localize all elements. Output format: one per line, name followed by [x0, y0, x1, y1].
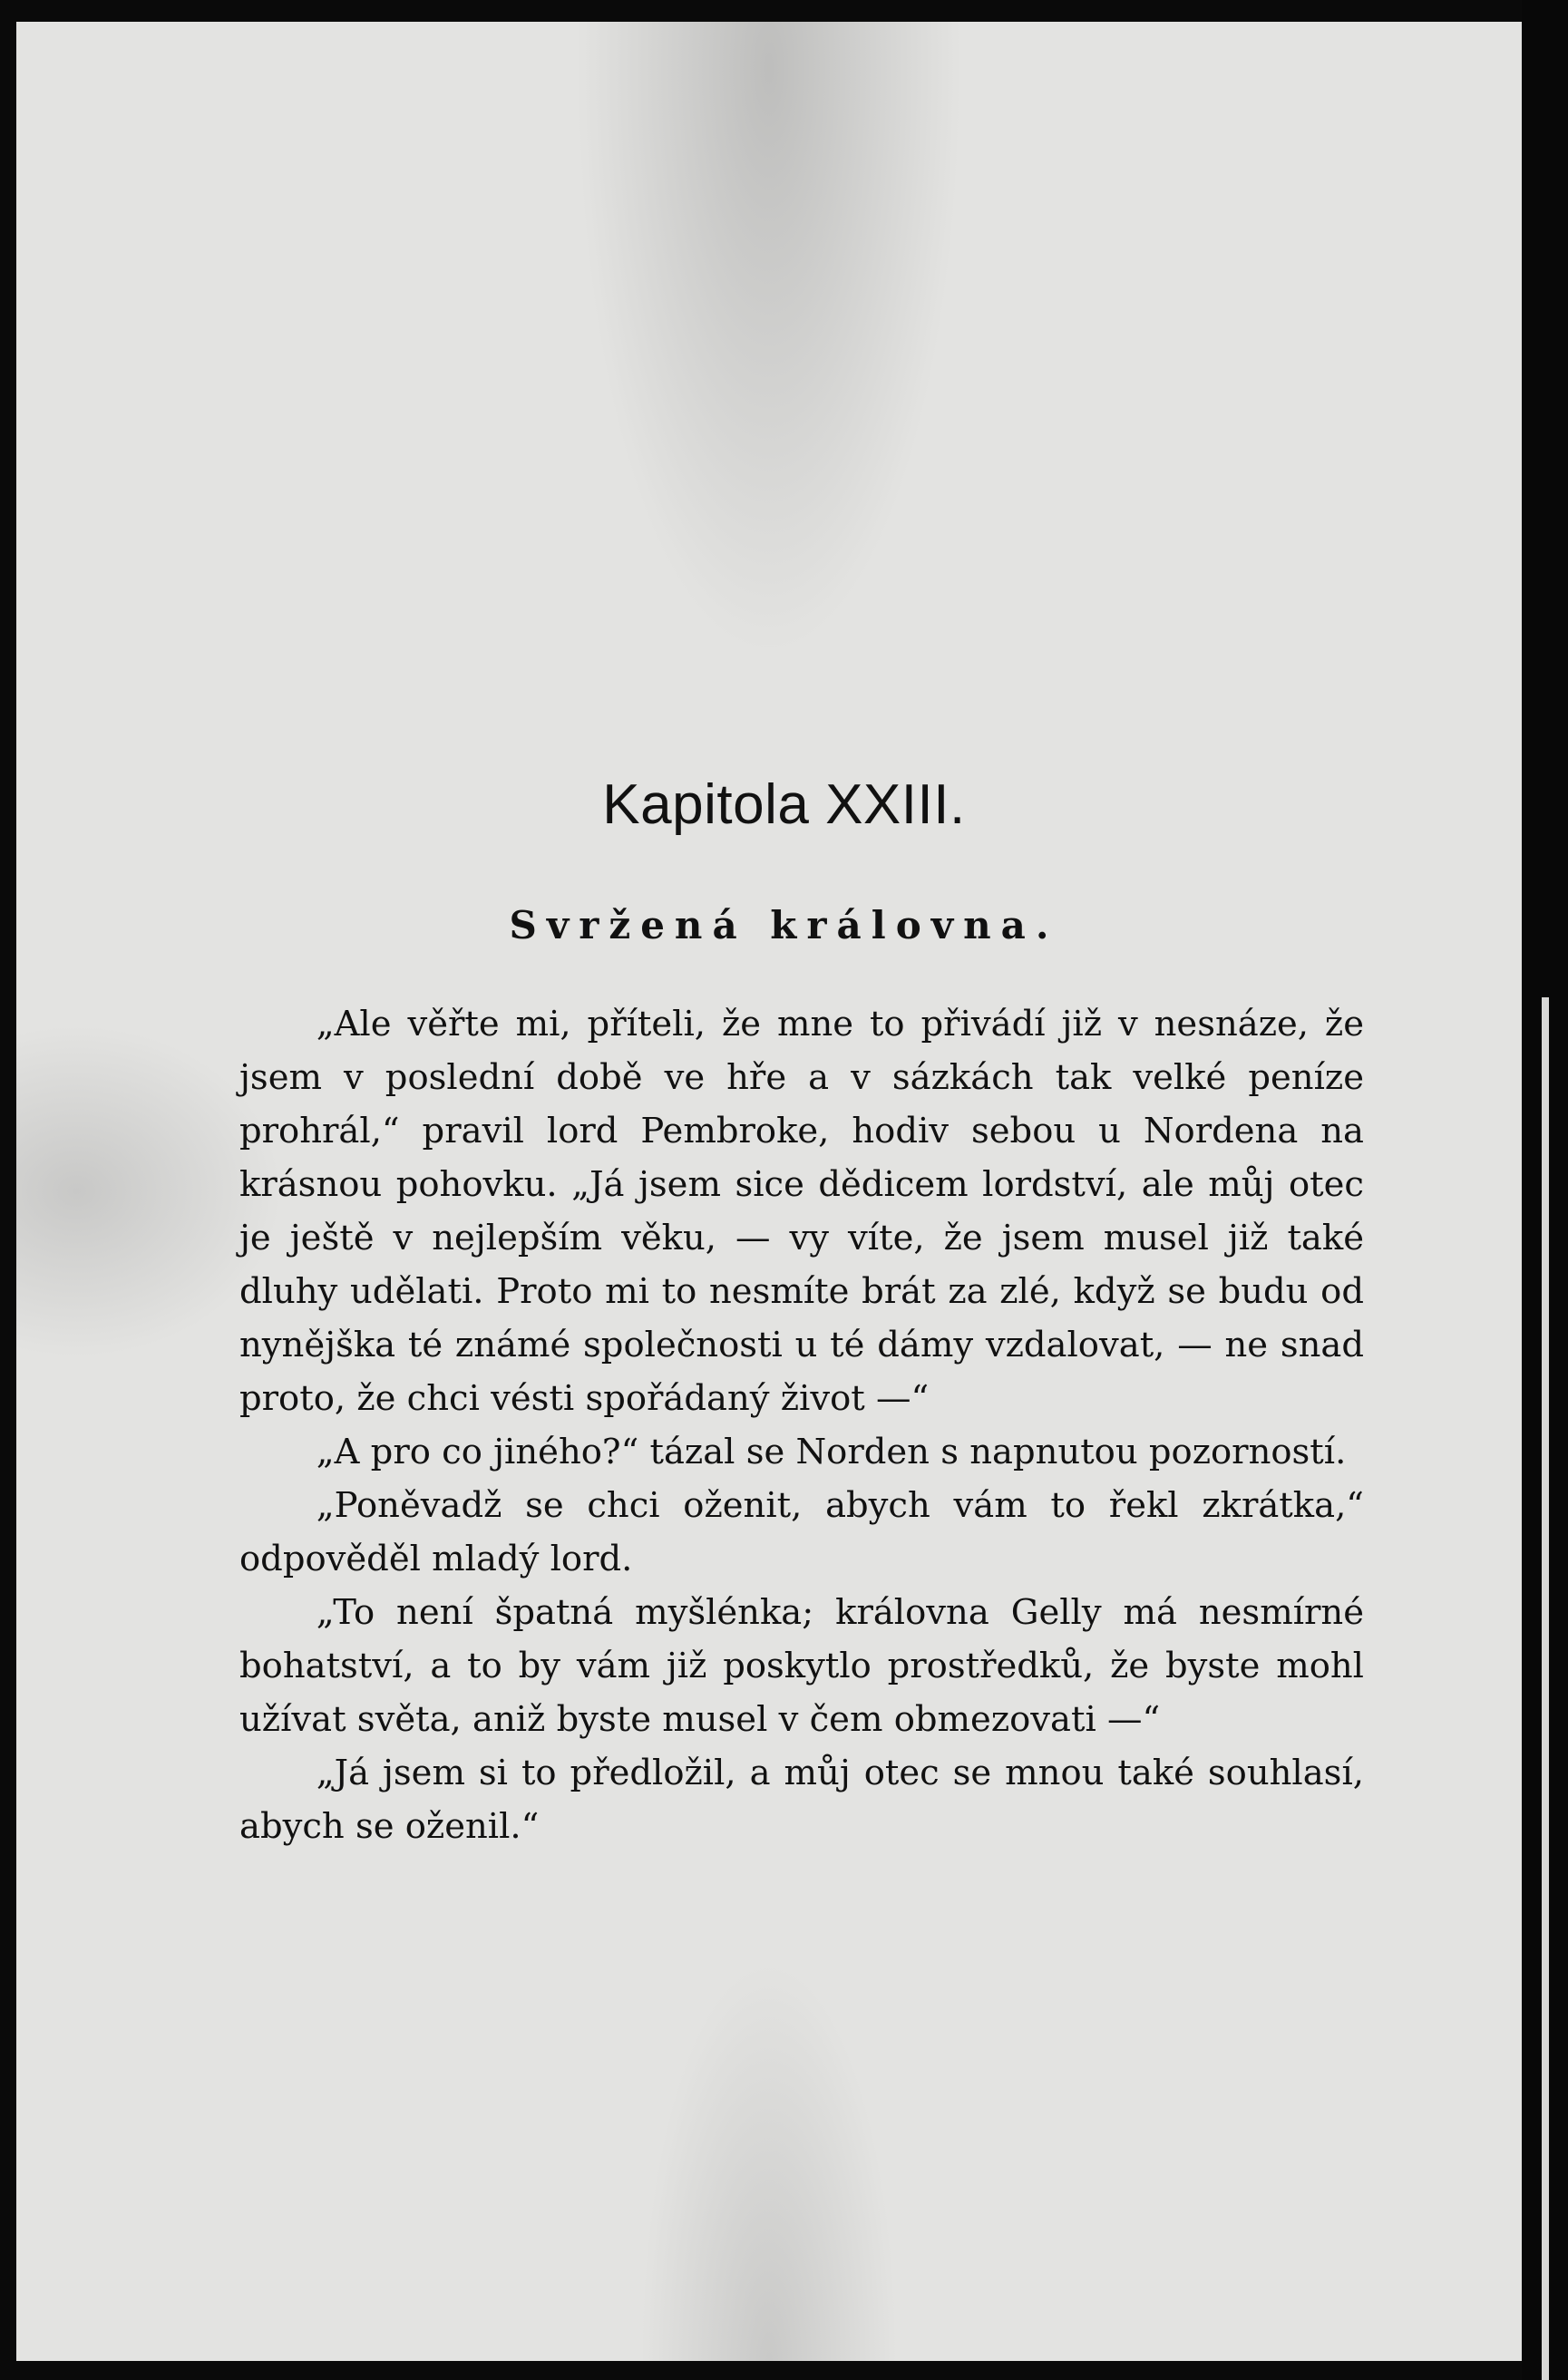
chapter-subtitle: Svržená královna. [509, 903, 1059, 947]
paragraph: „Ale věřte mi, příteli, že mne to přivádí již v nesnáze, že jsem v poslední době ve hře a v sázkách tak velké peníze prohrál,“ pravil lord Pembroke, hodiv sebou u Nordena na krásnou pohovku. „Já jsem sice dědicem lordství, ale můj otec je ještě v nejlepším věku, — vy víte, že jsem musel již také dluhy udělati. Proto mi to nesmíte brát za zlé, když se budu od nynějška té známé společnosti u té dámy vzdalovat, — ne snad proto, že chci vésti spořádaný život —“ [239, 1004, 1364, 1419]
paragraph: „Poněvadž se chci oženit, abych vám to řekl zkrátka,“ odpověděl mladý lord. [239, 1485, 1364, 1579]
paragraph: „To není špatná myšlénka; královna Gelly má nesmírné bohatství, a to by vám již poskytlo prostředků, že byste mohl užívat světa, aniž byste musel v čem obmezovati —“ [239, 1592, 1364, 1740]
chapter-title: Kapitola XXIII. [602, 773, 966, 836]
adjacent-page-strip [1542, 997, 1549, 2380]
paragraph: „A pro co jiného?“ tázal se Norden s napnutou pozorností. [316, 1432, 1347, 1472]
paragraph: „Já jsem si to předložil, a můj otec se mnou také souhlasí, abych se oženil.“ [239, 1753, 1364, 1847]
scan-edge [1522, 0, 1568, 2380]
body-text [239, 997, 1364, 1853]
